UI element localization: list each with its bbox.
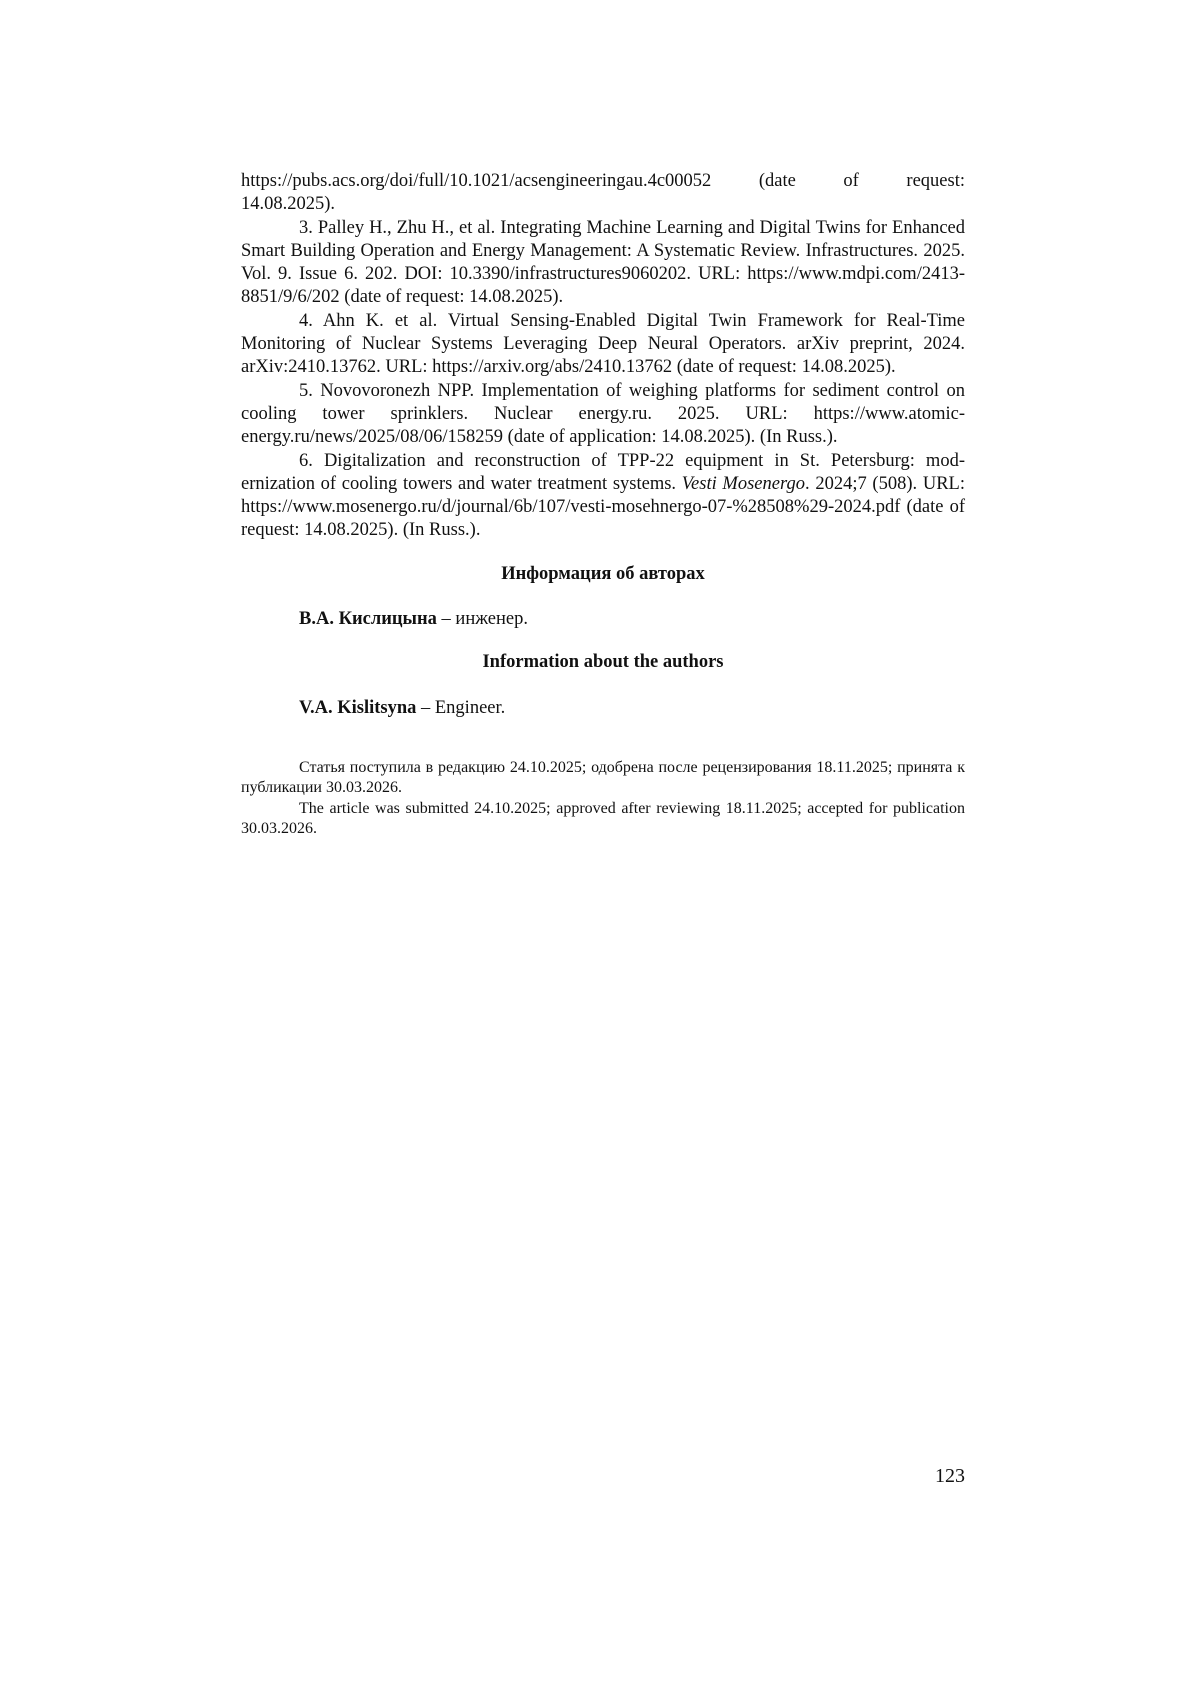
author-role-en: – Engineer.: [416, 697, 506, 718]
reference-continuation-date: [241, 193, 965, 216]
authors-heading-ru: Информация об авторах: [501, 563, 705, 584]
reference-item-6-text-before: 6. Digitalization and reconstruction of TPP-22 equipment in St. Petersburg: modernization of cooling towers and water treatment systems.: [241, 450, 965, 494]
author-entry-ru: [241, 608, 965, 631]
reference-item-3: 3. Palley H., Zhu H., et al. Integrating Machine Learning and Digital Twins for Enhanced Smart Building Operation and Energy Management: A Systematic Review. Infrastructures. 2025. Vol. 9. Issue 6. 202. DOI: 10.3390/infrastructures9060202. URL: https://www.mdpi.com/2413-8851/9/6/202 (date of request: 14.08.2025).: [241, 217, 965, 308]
reference-item-6-text-after: . 2024;7 (508). URL: https://www.mosenergo.ru/d/journal/6b/107/vesti-mosehnergo-07-%28508%29-2024.pdf (date of request: 14.08.2025). (In Russ.).: [241, 473, 965, 541]
reference-continuation-text-1: https://pubs.acs.org/doi/full/10.1021/acsengineeringau.4c00052 (date of request:: [241, 171, 965, 191]
author-role-ru: – инженер.: [436, 609, 528, 630]
reference-item-6: [241, 450, 965, 543]
reference-item-5: 5. Novovoronezh NPP. Implementation of weighing platforms for sediment control on cooling tower sprinklers. Nuclear energy.ru. 2025. URL: https://www.atomicenergy.ru/news/2025/08/06/158259 (date of application: 14.08.2025). (In Russ.).: [241, 380, 965, 448]
reference-item-4: 4. Ahn K. et al. Virtual Sensing-Enabled Digital Twin Framework for Real-Time Monitoring of Nuclear Systems Leveraging Deep Neural Operators. arXiv preprint, 2024. arXiv:2410.13762. URL: https://arxiv.org/abs/2410.13762 (date of request: 14.08.2025).: [241, 310, 965, 378]
author-name-ru: В.А. Кислицына: [299, 609, 437, 630]
author-entry-en: [241, 697, 965, 720]
author-name-en: V.A. Kislitsyna: [299, 697, 417, 718]
submission-info-en: The article was submitted 24.10.2025; approved after reviewing 18.11.2025; accepted for publication 30.03.2026.: [241, 799, 965, 838]
page-number: 123: [935, 1465, 965, 1487]
submission-info-ru: Статья поступила в редакцию 24.10.2025; одобрена после рецензирования 18.11.2025; принята к публикации 30.03.2026.: [241, 758, 965, 797]
reference-item-6-journal: Vesti Mosenergo: [681, 473, 805, 494]
reference-continuation-text-2: 14.08.2025).: [241, 194, 336, 215]
page-content: [241, 170, 965, 840]
authors-heading-en: Information about the authors: [482, 652, 724, 673]
submission-info: [241, 758, 965, 840]
reference-continuation-line: [241, 170, 965, 193]
